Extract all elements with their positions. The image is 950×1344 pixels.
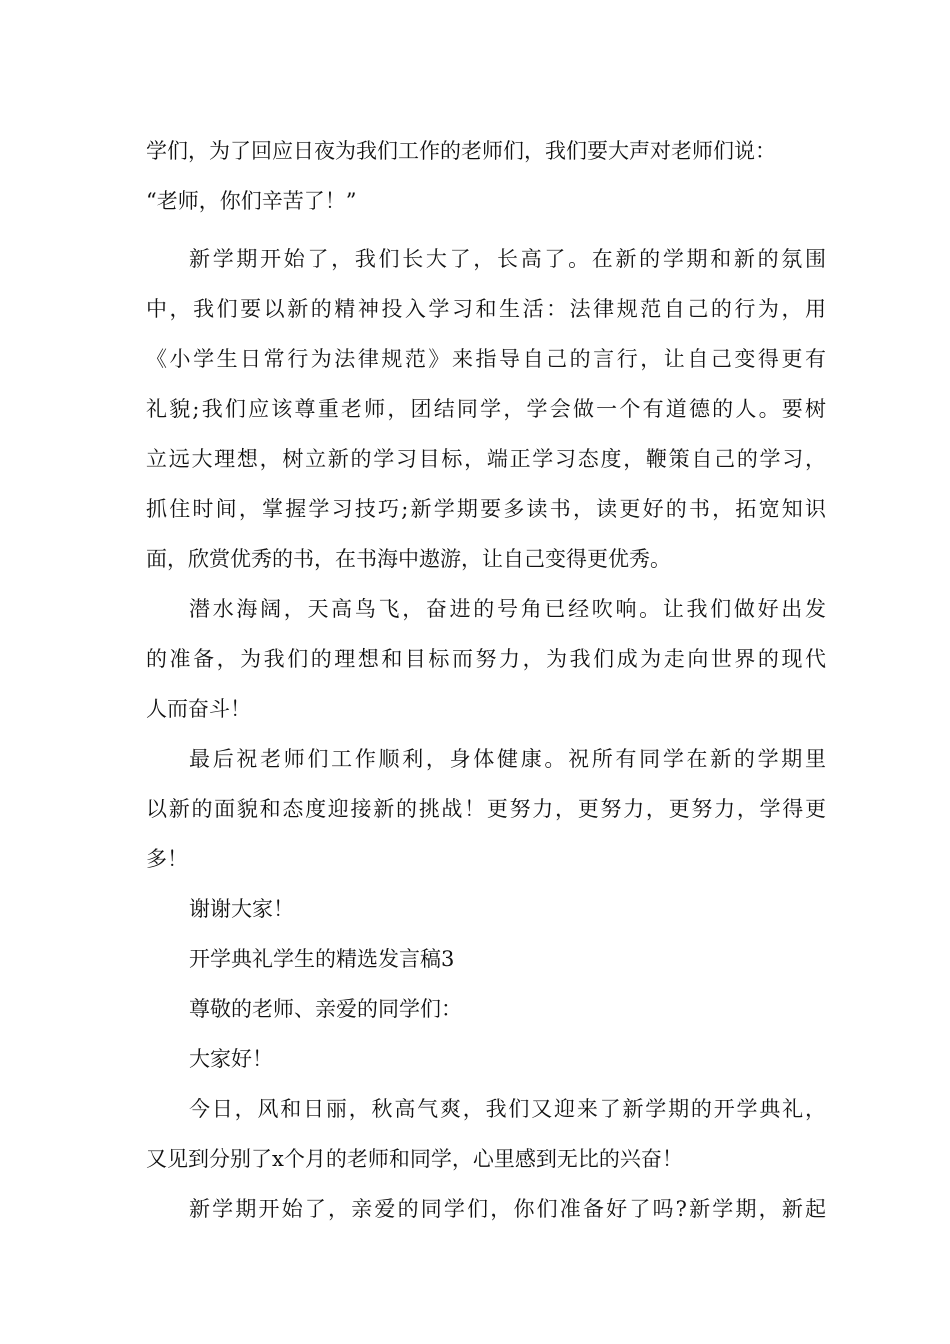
paragraph-line: “老师，你们辛苦了！”	[146, 189, 357, 213]
salutation: 尊敬的老师、亲爱的同学们：	[189, 997, 462, 1021]
paragraph-line: 又见到分别了x个月的老师和同学，心里感到无比的兴奋！	[146, 1147, 683, 1171]
paragraph-line: 人而奋斗！	[146, 697, 251, 721]
paragraph-line: 以新的面貌和态度迎接新的挑战！更努力，更努力，更努力，学得更	[146, 797, 826, 821]
paragraph-line: 中，我们要以新的精神投入学习和生活：法律规范自己的行为，用	[146, 297, 826, 321]
paragraph-line: 潜水海阔，天高鸟飞，奋进的号角已经吹响。让我们做好出发	[189, 597, 826, 621]
paragraph-line: 《小学生日常行为法律规范》来指导自己的言行，让自己变得更有	[146, 347, 826, 371]
paragraph-line: 最后祝老师们工作顺利，身体健康。祝所有同学在新的学期里	[189, 747, 826, 771]
paragraph-line: 谢谢大家！	[189, 897, 294, 921]
paragraph-line: 新学期开始了，亲爱的同学们，你们准备好了吗?新学期，新起	[189, 1197, 826, 1221]
paragraph-line: 立远大理想，树立新的学习目标，端正学习态度，鞭策自己的学习，	[146, 447, 826, 471]
paragraph-line: 的准备，为我们的理想和目标而努力，为我们成为走向世界的现代	[146, 647, 826, 671]
document-body	[146, 126, 826, 1234]
greeting: 大家好！	[189, 1047, 273, 1071]
paragraph-line: 学们，为了回应日夜为我们工作的老师们，我们要大声对老师们说：	[146, 139, 776, 163]
paragraph-line: 面，欣赏优秀的书，在书海中遨游，让自己变得更优秀。	[146, 547, 671, 571]
paragraph-line: 新学期开始了，我们长大了，长高了。在新的学期和新的氛围	[189, 247, 826, 271]
paragraph-line: 多！	[146, 847, 188, 871]
paragraph-line: 礼貌;我们应该尊重老师，团结同学，学会做一个有道德的人。要树	[146, 397, 826, 421]
paragraph-line: 抓住时间，掌握学习技巧;新学期要多读书，读更好的书，拓宽知识	[146, 497, 826, 521]
section-heading: 开学典礼学生的精选发言稿3	[189, 947, 455, 971]
paragraph-line: 今日，风和日丽，秋高气爽，我们又迎来了新学期的开学典礼，	[189, 1097, 826, 1121]
